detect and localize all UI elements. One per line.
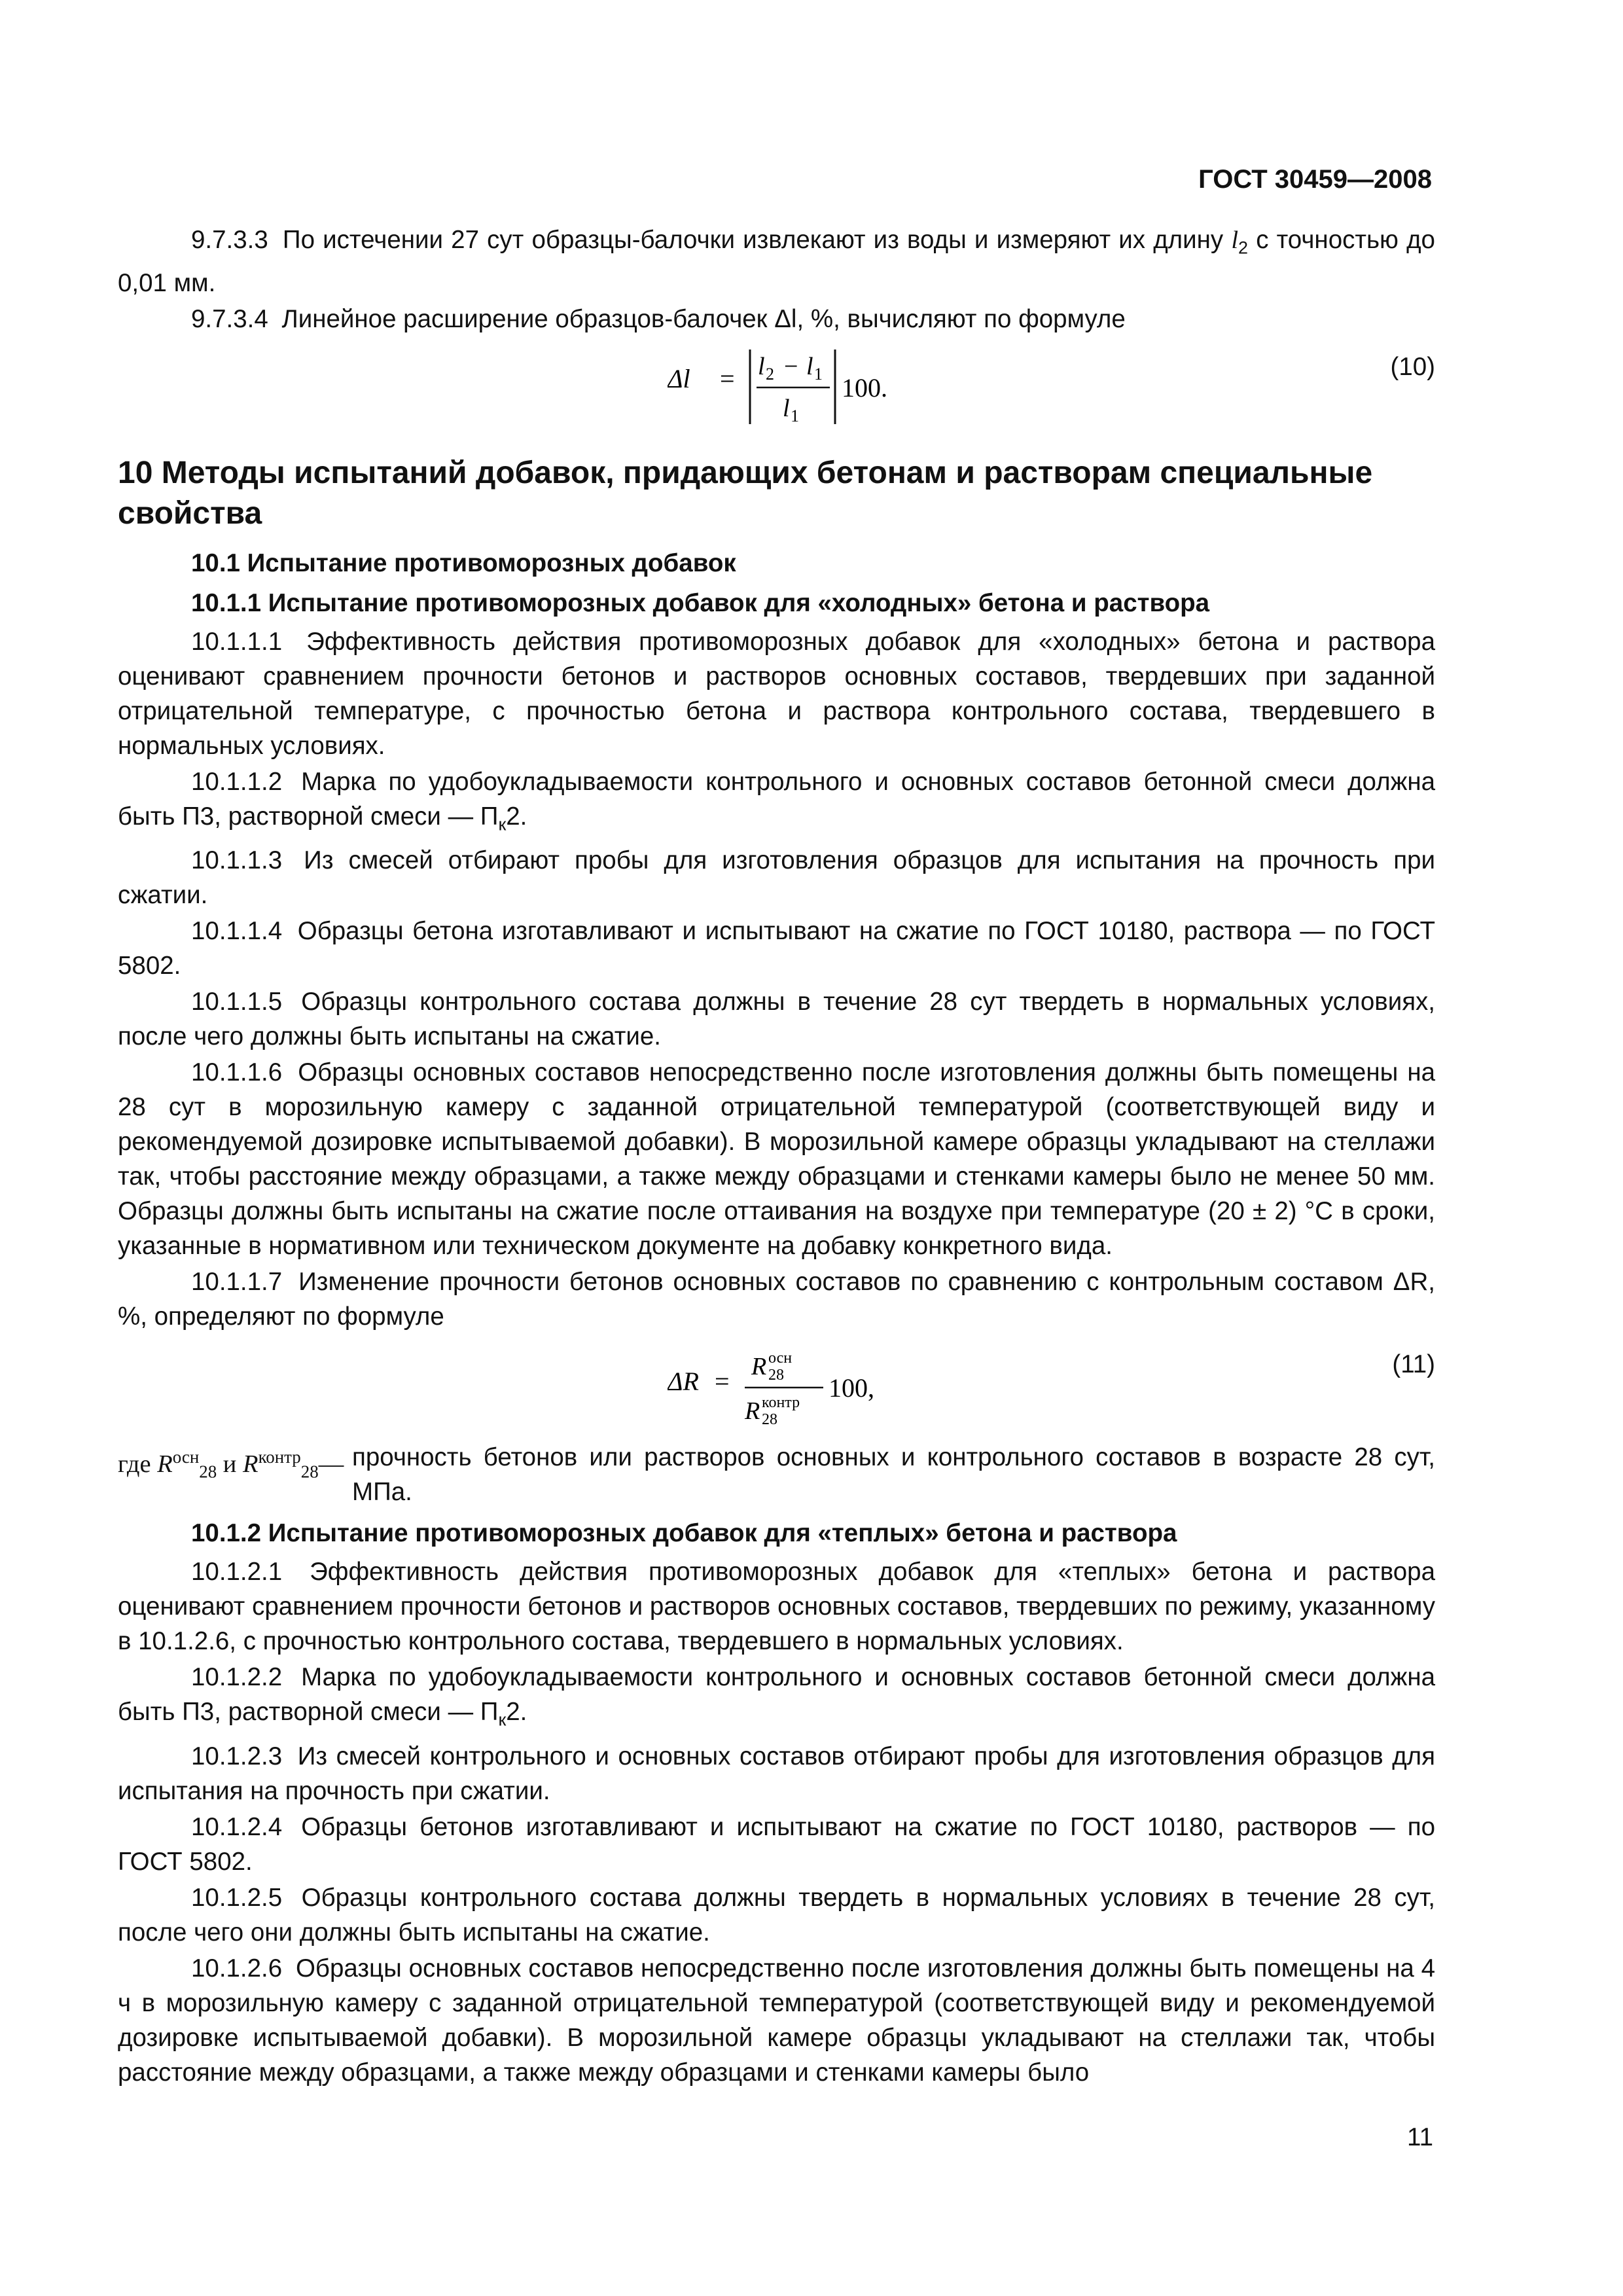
formula-10-number: (10) [1390,352,1435,381]
subsection-10-1-2-heading: 10.1.2 Испытание противоморозных добавок для «теплых» бетона и раствора [191,1519,1177,1548]
legend-symbols [118,1440,344,1490]
clause-text: По истечении 27 сут образцы-балочки извлекают из воды и измеряют их длину [282,226,1224,254]
length-variable: l [1231,226,1239,254]
formula-11-legend [118,1440,1435,1509]
paragraph-10-1-2-1 [118,1554,1435,1659]
clause-number: 10.1.2.1 [191,1558,283,1587]
paragraph-10-1-2-5 [118,1880,1435,1950]
clause-text: Образцы бетонов изготавливают и испытывают на сжатие по ГОСТ 10180, растворов — по ГОСТ 5802. [118,1813,1435,1876]
paragraph-10-1-2-2 [118,1660,1435,1738]
denominator-r: R [745,1397,760,1426]
clause-number: 9.7.3.3 [191,226,268,254]
formula-11-expression [668,1335,929,1440]
clause-number: 10.1.1.4 [191,917,283,946]
numerator-l1-subscript: 1 [814,364,823,384]
subsection-10-1-1-heading: 10.1.1 Испытание противоморозных добавок для «холодных» бетона и раствора [191,588,1210,617]
paragraph-10-1-1-1 [118,624,1435,763]
paragraph-10-1-1-4 [118,914,1435,983]
formula-11-factor: 100, [829,1373,874,1403]
page-body [118,223,1435,2091]
paragraph-9-7-3-3 [118,223,1435,300]
denominator-superscript: контр [762,1394,800,1412]
legend-where-word: где [118,1450,151,1479]
legend-description: прочность бетонов или растворов основных и контрольного составов в возрасте 28 сут, МПа. [352,1443,1435,1507]
formula-10-factor: 100. [842,372,887,403]
legend-kontr-subscript: 28 [300,1462,319,1482]
clause-text: Образцы бетона изготавливают и испытывают на сжатие по ГОСТ 10180, раствора — по ГОСТ 5802. [118,917,1435,980]
paragraph-10-1-1-5 [118,984,1435,1054]
formula-10 [118,338,1435,436]
legend-kontr-superscript: контр [258,1447,301,1467]
clause-text: Образцы контрольного состава должны твердеть в нормальных условиях в течение 28 сут, после чего они должны быть испытаны на сжатие. [118,1884,1435,1947]
clause-number: 10.1.2.6 [191,1954,283,1983]
formula-10-lhs: Δl [668,363,690,393]
formula-10-expression [668,338,929,436]
clause-text: Образцы контрольного состава должны в течение 28 сут твердеть в нормальных условиях, после чего должны быть испытаны на сжатие. [118,988,1435,1051]
grade-subscript: к [498,1710,507,1731]
clause-text: Изменение прочности бетонов основных составов по сравнению с контрольным составом ΔR, %, определяют по формуле [118,1268,1435,1331]
numerator-r: R [751,1353,767,1381]
clause-text: Марка по удобоукладываемости контрольного и основных составов бетонной смеси должна быть П3, растворной смеси — П [118,767,1435,831]
paragraph-10-1-1-2 [118,764,1435,842]
numerator-subscript: 28 [768,1367,784,1384]
clause-text: Образцы основных составов непосредственно после изготовления должны быть помещены на 28 сут в морозильную камеру с заданной отрицательной температурой (соответствующей виду и рекомендуемой дозировке испытываемой добавки). В морозильной камере образцы укладывают на стеллажи так, чтобы расстояние между образцами, а также между образцами и стенками камеры было не менее 50 мм. Образцы должны быть испытаны на сжатие после оттаивания на воздухе при температуре (20 ± 2) °С в сроки, указанные в нормативном или техническом документе на добавку конкретного вида. [118,1058,1435,1261]
numerator-superscript: осн [768,1350,793,1367]
legend-dash: — [318,1450,344,1479]
clause-number: 9.7.3.4 [191,304,268,333]
section-10-heading: 10 Методы испытаний добавок, придающих бетонам и растворам специальные свойства [118,455,1373,531]
clause-text-end: 2. [506,1698,527,1727]
clause-text: Из смесей контрольного и основных составов отбирают пробы для изготовления образцов для испытания на прочность при сжатии. [118,1742,1435,1806]
legend-osn-subscript: 28 [199,1462,217,1482]
formula-11-number: (11) [1392,1350,1435,1379]
clause-text: Линейное расширение образцов-балочек Δl, %, вычисляют по формуле [281,304,1126,333]
paragraph-10-1-2-4 [118,1810,1435,1879]
denominator-l1: l [783,394,790,422]
clause-number: 10.1.1.2 [191,767,283,796]
paragraph-10-1-1-3 [118,843,1435,912]
formula-10-equals: = [720,363,735,393]
legend-r-osn: R [157,1450,173,1479]
clause-number: 10.1.2.5 [191,1884,283,1912]
formula-11-lhs: ΔR [668,1367,699,1397]
page-number: 11 [1407,2123,1433,2151]
paragraph-10-1-1-6 [118,1055,1435,1263]
legend-osn-superscript: осн [172,1447,200,1467]
paragraph-10-1-1-7 [118,1265,1435,1334]
paragraph-10-1-2-6 [118,1951,1435,2090]
clause-text: Эффективность действия противоморозных добавок для «холодных» бетона и раствора оценивают сравнением прочности бетонов и растворов основных составов, твердевших при заданной отрицательной температуре, с прочностью бетона и раствора контрольного состава, твердевшего в нормальных условиях. [118,627,1436,760]
length-variable-subscript: 2 [1238,238,1249,258]
clause-number: 10.1.2.4 [191,1813,283,1842]
numerator-l2: l [758,352,765,380]
clause-number: 10.1.1.5 [191,988,283,1016]
clause-text: Из смесей отбирают пробы для изготовления образцов для испытания на прочность при сжатии. [118,846,1435,910]
document-code: ГОСТ 30459—2008 [1198,165,1432,194]
paragraph-9-7-3-4 [118,302,1435,336]
formula-11 [118,1335,1435,1440]
numerator-minus: − [784,352,798,380]
clause-text: Образцы основных составов непосредственно после изготовления должны быть помещены на 4 ч в морозильную камеру с заданной отрицательной температурой (соответствующей виду и рекомендуемой дозировке испытываемой добавки). В морозильной камере образцы укладывают на стеллажи так, чтобы расстояние между образцами, а также между образцами и стенками камеры было [118,1954,1435,2087]
clause-text-end: 2. [506,802,527,831]
clause-number: 10.1.2.3 [191,1742,283,1771]
clause-text: Марка по удобоукладываемости контрольного и основных составов бетонной смеси должна быть П3, растворной смеси — П [118,1663,1435,1727]
denominator-l1-subscript: 1 [791,406,799,425]
paragraph-10-1-2-3 [118,1739,1435,1808]
clause-text: Эффективность действия противоморозных добавок для «теплых» бетона и раствора оценивают сравнением прочности бетонов и растворов основных составов, твердевших по режиму, указанному в 10.1.2.6, с прочностью контрольного состава, твердевшего в нормальных условиях. [118,1558,1435,1656]
subsection-10-1-heading: 10.1 Испытание противоморозных добавок [191,548,736,577]
clause-number: 10.1.1.1 [191,627,283,656]
clause-number: 10.1.1.6 [191,1058,283,1087]
numerator-l2-subscript: 2 [766,364,774,384]
legend-r-kontr: R [243,1450,259,1479]
numerator-l1: l [806,352,813,380]
formula-11-equals: = [715,1367,730,1397]
clause-text-end: с точностью до 0,01 мм. [118,226,1435,297]
clause-number: 10.1.2.2 [191,1663,283,1692]
legend-and-word: и [223,1450,237,1479]
clause-number: 10.1.1.3 [191,846,283,875]
denominator-subscript: 28 [762,1411,777,1429]
grade-subscript: к [498,814,507,834]
clause-number: 10.1.1.7 [191,1268,283,1297]
